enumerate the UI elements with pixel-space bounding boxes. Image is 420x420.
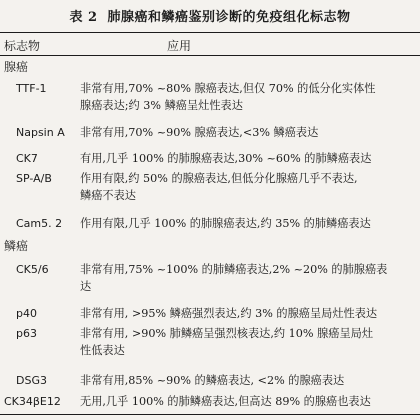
- header-usage: 应用: [167, 39, 192, 53]
- header-marker: 标志物: [4, 39, 41, 53]
- marker-name: CK34βE12: [4, 395, 61, 408]
- marker-name: CK5/6: [16, 263, 49, 276]
- usage-cell: [80, 150, 418, 167]
- usage-cell: [80, 170, 418, 204]
- group-label-adenocarcinoma: 腺癌: [4, 60, 29, 74]
- marker-name: p63: [16, 327, 37, 340]
- usage-cell: [80, 305, 418, 322]
- marker-name: Cam5. 2: [16, 217, 63, 230]
- usage-line: 非常有用,75% ~100% 的肺鳞癌表达,2% ~20% 的肺腺癌表: [80, 263, 388, 276]
- header-rule: [0, 55, 420, 56]
- usage-line: 达: [80, 280, 92, 293]
- usage-cell: [80, 393, 418, 410]
- table-caption: [0, 6, 420, 25]
- top-rule: [0, 32, 420, 33]
- group-label-squamous: 鳞癌: [4, 239, 29, 253]
- usage-cell: [80, 261, 418, 295]
- usage-line: 非常有用,70% ~80% 腺癌表达,但仅 70% 的低分化实体性: [80, 82, 376, 95]
- usage-line: 作用有限,几乎 100% 的肺腺癌表达,约 35% 的肺鳞癌表达: [80, 217, 371, 230]
- table-header: [0, 37, 420, 53]
- usage-cell: [80, 124, 418, 141]
- usage-line: 性低表达: [80, 344, 125, 357]
- usage-line: 非常有用,70% ~90% 腺癌表达,<3% 鳞癌表达: [80, 126, 319, 139]
- table-title: 肺腺癌和鳞癌鉴别诊断的免疫组化标志物: [107, 10, 351, 25]
- marker-name: CK7: [16, 152, 38, 165]
- usage-cell: [80, 325, 418, 359]
- usage-line: 非常有用, >95% 鳞癌强烈表达,约 3% 的腺癌呈局灶性表达: [80, 307, 378, 320]
- table-number: 表 2: [69, 10, 98, 25]
- usage-line: 有用,几乎 100% 的肺腺癌表达,30% ~60% 的肺鳞癌表达: [80, 152, 372, 165]
- bottom-rule: [0, 414, 420, 415]
- marker-name: TTF-1: [16, 82, 47, 95]
- marker-name: p40: [16, 307, 37, 320]
- usage-cell: [80, 372, 418, 389]
- usage-line: 非常有用, >90% 肺鳞癌呈强烈核表达,约 10% 腺癌呈局灶: [80, 327, 374, 340]
- usage-cell: [80, 80, 418, 114]
- usage-cell: [80, 215, 418, 232]
- marker-name: DSG3: [16, 374, 47, 387]
- usage-line: 腺癌表达;约 3% 鳞癌呈灶性表达: [80, 99, 243, 112]
- usage-line: 非常有用,85% ~90% 的鳞癌表达, <2% 的腺癌表达: [80, 374, 345, 387]
- marker-name: Napsin A: [16, 126, 65, 139]
- usage-line: 作用有限,约 50% 的腺癌表达,但低分化腺癌几乎不表达,: [80, 172, 358, 185]
- usage-line: 鳞癌不表达: [80, 189, 136, 202]
- usage-line: 无用,几乎 100% 的肺鳞癌表达,但高达 89% 的腺癌也表达: [80, 395, 371, 408]
- marker-name: SP-A/B: [16, 172, 52, 185]
